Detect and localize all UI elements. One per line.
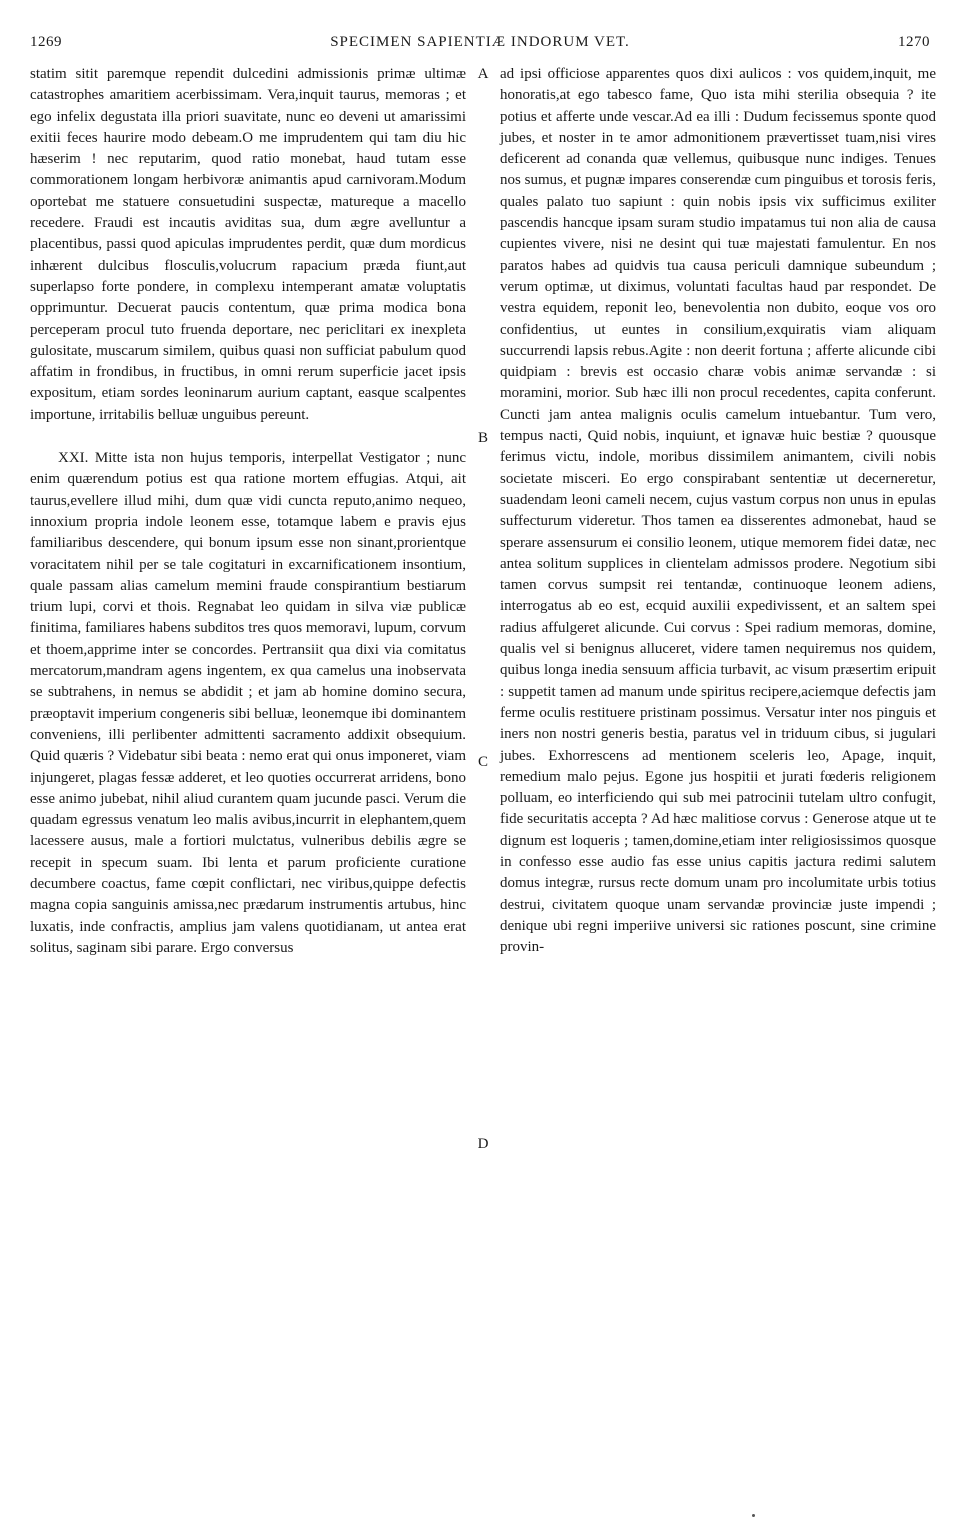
margin-marker-b: B	[477, 430, 488, 446]
page-number-left: 1269	[30, 34, 62, 50]
print-speck	[752, 1514, 755, 1517]
right-paragraph-1: ad ipsi officiose apparentes quos dixi aulicos : vos quidem,inquit, me honoratis,at ego tabesco fame, Quo ista mihi sterilia obsequia ? ite potius et afferte unde vescar.Ad ea illi : Dudum fecissemus sponte quod jubes, et noster in te amor admonitionem prævertisset tuam,nisi vires deficerent ad conanda quæ vellemus, quibusque nunc indiges. Tenues nos sumus, et pugnæ impares conserendæ cum pinguibus et torosis feris, quales palato tuo sapiunt : quin nobis ipsis vix sufficimus exiliter pascendis hancque ipsam suram studio impatamus tui non alia de causa cupientes vivere, nisi ne desint qui tuæ majestati famulentur. En nos paratos habes ad quidvis tua causa periculi damnique subeundum ; verum optimæ, ut diximus, voluntati facultas haud par respondet. De vestra equidem, reponit leo, benevolentia non dubito, eoque vos oro confidentius, ut euntes in consilium,exquiratis viam aliquam succurrendi lapsis rebus.Agite : non deerit fortuna ; afferte alicunde cibi quidpiam : brevis est occasio charæ vobis animæ servandæ : si moramini, morior. Sub hæc illi non procul recedentes, capita conferunt. Cuncti jam antea malignis oculis camelum intuebantur. Tum vero, tempus nacti, Quid nobis, inquiunt, et ignavæ huic bestiæ ? quousque ferimus victu, indole, moribus dissimilem animantem, civili nobis societate misceri. Eo ergo conspirabant sententiæ ut decerneretur, suadendam leoni cameli necem, cujus vastum corpus non unus in epulas suffecturum videretur. Thos tamen ea disserentes admonebat, haud se sperare assensurum ei consilio leonem, utique memorem fidei datæ, nec antea solitum supplices in clientelam admissos prodere. Negotium sibi tamen corvus sumpsit rei tentandæ, continuoque leonem adiens, interrogatus ab eo est, ecquid auxilii expedivissent, et an saltem spei radius affulgeret alicunde. Cui corvus : Spei radium memoras, domine, qualis vel si benignus alluceret, videre tamen nequiremus nos quidem, quibus longa inedia sensuum afficia turbavit, ac visum præsertim eripuit : suppetit tamen ad manum unde spiritus recipere,aciemque defectis jam ferme oculis restituere pristinam possimus. Versatur inter nos pinguis et iners non nostri generis bestia, paratus vel in triduum cibus, si jugulari jubes. Exhorrescens ad mentionem sceleris leo, Apage, inquit, remedium malo pejus. Egone jus hospitii et jurati fœderis religionem polluam, eo interficiendo qui sub mei patrocinii tutelam ultro confugit, fide securitatis accepta ? Ad hæc malitiose corvus : Generose atque ut te dignum est loqueris ; tamen,domine,etiam inter religiosissimos quosque in confesso esse audio fas esse unius capitis jactura redimi salutem domus integræ, rursus recte domum unam pro incolumitate urbis totius destrui, civitatem quoque unam servandæ provinciæ juste impendi ; denique ubi regni imperiive universi sic rationes poscunt, sine crimine provin-	[500, 66, 936, 956]
page-number-right: 1270	[898, 34, 930, 50]
running-title: SPECIMEN SAPIENTIÆ INDORUM VET.	[330, 34, 630, 50]
page-header	[30, 28, 930, 58]
left-column	[30, 64, 466, 959]
left-paragraph-1: statim sitit paremque rependit dulcedini admissionis primæ ultimæ catastrophes amaritiem acerbissimam. Vera,inquit taurus, memoras ; et ego infelix degustata illa priori suavitate, nunc eo deveni ut amarissimi exitii feces haurire modo debeam.O me imprudentem qui tam diu hic hæserim ! nec reputarim, quod ratio monebat, haud tutam esse commorationem longam herbivoræ animantis apud carnivoram.Modum oportebat me statuere consuetudini suspectæ, matureque a macello recedere. Fraudi est incautis aviditas sua, dum ægre avelluntur a placentibus, passi quod apiculas imprudentes perdit, quæ dum mordicus inhærent dulcibus flosculis,volucrum rapacium præda fiunt,aut superlapso forte pondere, in complexu intemperant amatæ voluptatis opprimuntur. Decuerat paucis contentum, quæ prima modica bona perceperam procul tuto fruenda deportare, nec periclitari ex inexpleta gulositate, muscarum similem, quibus quasi non sufficiat pabulum quod affatim in frondibus, in fructibus, in omni rerum superficie jacet ipsis expositum, etiam sordes leoninarum aurium captant, easque scalpentes importune, irritabilis belluæ unguibus pereunt.	[30, 66, 466, 423]
right-column	[500, 64, 936, 958]
margin-marker-a: A	[477, 66, 489, 82]
margin-marker-d: D	[477, 1136, 489, 1152]
margin-marker-c: C	[477, 754, 488, 770]
left-paragraph-2: XXI. Mitte ista non hujus temporis, interpellat Vestigator ; nunc enim quærendum potius est qua ratione mortem effugias. Atqui, ait taurus,evellere illud mihi, dum quæ vidi cuncta reputo,animo nequeo, innoxium propria indole leonem esse, totamque labem e pravis ejus familiaribus descendere, qui bonum ipsum esse non sinant,prorientque voracitatem nihil per se tale cogitaturi in excarnificationem insontium, quale passam alias camelum memini fraude conspirantium bestiarum trium lupi, corvi et thois. Regnabat leo quidam in silva viæ publicæ finitima, familiares habens subditos tres quos memoravi, lupum, corvum et thoem,apprime inter se concordes. Pertransiit qua dixi via comitatus mercatorum,mandram agens ingentem, ex qua camelus una inobservata se subtrahens, in nemus se abdidit ; et jam ab homine domino secura, præoptavit imperium congeneris sibi belluæ, leonemque ibi dominantem conveniens, illi perlibenter admittenti sacramento addixit obsequium. Quid quæris ? Videbatur sibi beata : nemo erat qui onus imponeret, viam injungeret, plagas fessæ adderet, et leo quoties occurrerat arridens, bono esse animo jubebat, nihil aliud curantem quam jucunde pasci. Verum die quadam egressus venatum leo malis avibus,incurrit in elephantem,quem lacessere ausus, male a fortiori mulctatus, vulneribus debilis ægre se recepit in specum suam. Ibi lenta et parum proficiente curatione decumbere coactus, fame cœpit conflictari, nec viribus,quippe defectis magna copia sanguinis amissa,nec prædarum instrumentis artubus, hinc luxatis, inde confractis, amplius jam valens quotidianam, ut antea erat solitus, saginam sibi parare. Ergo conversus	[30, 450, 466, 956]
